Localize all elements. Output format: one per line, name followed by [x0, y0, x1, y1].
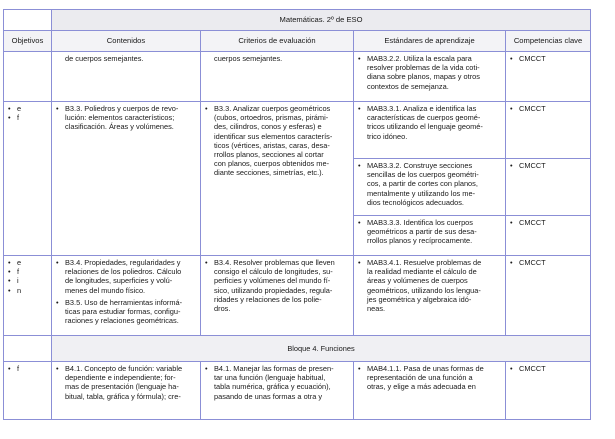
objective-item: • e — [7, 104, 48, 113]
text-line: • B3.3. Analizar cuerpos geométricos — [204, 104, 350, 113]
competencia-cell — [506, 102, 591, 159]
text-line: características de cuerpos geomé- — [367, 113, 481, 123]
text-line: ticas para estudiar formas, configu- — [65, 307, 181, 317]
text-line: ticos (vértices, aristas, caras, desa- — [214, 140, 330, 150]
objective-item: • n — [7, 286, 48, 295]
competencia-cell — [506, 256, 591, 336]
estandar-cell — [354, 216, 506, 256]
text-line: • MAB3.2.2. Utiliza la escala para — [357, 54, 502, 63]
text-line: de cuerpos semejantes. — [65, 54, 144, 63]
text-line: sico, utilizando propiedades, regula- — [214, 285, 333, 295]
objetivos-cell — [4, 256, 52, 336]
text-line: trico idóneo. — [367, 131, 408, 141]
criterios-cell — [201, 362, 354, 420]
text-line: • B3.4. Resolver problemas que lleven — [204, 258, 350, 267]
text-line: raciones y relaciones geométricas. — [65, 316, 179, 326]
objetivos-cell — [4, 52, 52, 102]
text-line: des, cilindros, conos y esferas) e — [214, 122, 322, 132]
text-line: mas de presentación (lenguaje ha- — [65, 382, 179, 392]
text-line: • MAB3.4.1. Resuelve problemas de — [357, 258, 502, 267]
text-line: tar una función (lenguaje habitual, — [214, 373, 326, 383]
table-row — [4, 52, 610, 102]
criterios-cell — [201, 256, 354, 336]
objective-item: • e — [7, 258, 48, 267]
text-line: • CMCCT — [509, 54, 587, 63]
text-line: de longitudes, superficies y volú- — [65, 276, 173, 286]
table-row — [4, 362, 610, 420]
text-line: bitual, tabla, gráfica y fórmula); cre- — [65, 391, 181, 401]
text-line: representación de una función a — [367, 373, 473, 383]
text-line: (cubos, ortoedros, prismas, pirámi- — [214, 113, 329, 123]
text-line: dros. — [214, 304, 231, 314]
table-row — [4, 102, 610, 159]
text-line: • MAB4.1.1. Pasa de unas formas de — [357, 364, 502, 373]
text-line: perficies y volúmenes del mundo fí- — [214, 276, 331, 286]
text-line: la realidad mediante el cálculo de — [367, 267, 477, 277]
text-line: cos, a partir de cortes con planos, — [367, 179, 478, 189]
text-line: • MAB3.3.3. Identifica los cuerpos — [357, 218, 502, 227]
estandar-cell — [354, 256, 506, 336]
contenidos-cell — [52, 52, 201, 102]
estandar-cell — [354, 362, 506, 420]
text-line: • B4.1. Manejar las formas de presen- — [204, 364, 350, 373]
text-line: • B3.5. Uso de herramientas informá- — [55, 298, 197, 307]
text-line: áreas y volúmenes de cuerpos — [367, 276, 468, 286]
text-line: relaciones de los poliedros. Cálculo — [65, 267, 182, 277]
text-line: tabla numérica, gráfica y ecuación), — [214, 382, 331, 392]
text-line: consigo el cálculo de longitudes, su- — [214, 267, 333, 277]
text-line: cuerpos semejantes. — [214, 54, 283, 63]
criterios-cell — [201, 102, 354, 256]
text-line: • MAB3.3.2. Construye secciones — [357, 161, 502, 170]
text-line: • B3.4. Propiedades, regularidades y — [55, 258, 197, 267]
competencia-cell — [506, 216, 591, 256]
col-header-competencias: Competencias clave — [506, 31, 591, 52]
text-line: neas. — [367, 304, 386, 314]
text-line: identificar sus elementos caracterís- — [214, 131, 333, 141]
text-line: rrollos planos, secciones al cortar — [214, 150, 324, 160]
text-line: • B4.1. Concepto de función: variable — [55, 364, 197, 373]
text-line: rrollos planos y recíprocamente. — [367, 236, 473, 246]
text-line: jes geométrica y algebraica idó- — [367, 294, 472, 304]
estandar-cell — [354, 159, 506, 216]
text-line: • CMCCT — [509, 104, 587, 113]
col-header-contenidos: Contenidos — [52, 31, 201, 52]
table-title: Matemáticas. 2º de ESO — [52, 10, 591, 31]
text-line: • MAB3.3.1. Analiza e identifica las — [357, 104, 502, 113]
contenidos-cell — [52, 102, 201, 256]
text-line: ridades y relaciones de los polie- — [214, 294, 322, 304]
text-line: tricos utilizando el lenguaje geomé- — [367, 122, 483, 132]
col-header-objetivos: Objetivos — [4, 31, 52, 52]
text-line: contextos de semejanza. — [367, 81, 449, 91]
criterios-cell — [201, 52, 354, 102]
objetivos-cell — [4, 102, 52, 256]
text-line: menes del mundo físico. — [65, 285, 146, 295]
col-header-estandares: Estándares de aprendizaje — [354, 31, 506, 52]
col-header-criterios: Criterios de evaluación — [201, 31, 354, 52]
contenidos-cell — [52, 362, 201, 420]
text-line: pasando de unas formas a otra y — [214, 391, 323, 401]
text-line: • CMCCT — [509, 364, 587, 373]
text-line: mentalmente y utilizando los me- — [367, 188, 476, 198]
objective-item: • f — [7, 364, 48, 373]
text-line: dependiente e independiente; for- — [65, 373, 176, 383]
table-row — [4, 256, 610, 336]
text-line: geométricos, utilizando los lengua- — [367, 285, 481, 295]
competencia-cell — [506, 52, 591, 102]
objective-item: • f — [7, 113, 48, 122]
text-line: diante secciones, simetrías, etc.). — [214, 168, 324, 178]
block-heading: Bloque 4. Funciones — [52, 336, 591, 362]
text-line: diana sobre planos, mapas y otros — [367, 72, 480, 82]
text-line: dios tecnológicos adecuados. — [367, 197, 464, 207]
text-line: • B3.3. Poliedros y cuerpos de revo- — [55, 104, 197, 113]
competencia-cell — [506, 159, 591, 216]
text-line: resolver problemas de la vida coti- — [367, 63, 480, 73]
text-line: • CMCCT — [509, 161, 587, 170]
competencia-cell — [506, 362, 591, 420]
objetivos-cell — [4, 362, 52, 420]
text-line: geométricos a partir de sus desa- — [367, 227, 477, 237]
objective-item: • i — [7, 276, 48, 285]
text-line: sencillas de los cuerpos geométri- — [367, 170, 479, 180]
contenidos-cell — [52, 256, 201, 336]
objective-item: • f — [7, 267, 48, 276]
text-line: otras, y elige a más adecuada en — [367, 382, 476, 392]
text-line: • CMCCT — [509, 218, 587, 227]
text-line: • CMCCT — [509, 258, 587, 267]
text-line: clasificación. Áreas y volúmenes. — [65, 122, 174, 132]
text-line: con planos, cuerpos obtenidos me- — [214, 159, 330, 169]
estandar-cell — [354, 52, 506, 102]
curriculum-table — [3, 9, 610, 420]
text-line: lución: elementos característicos; — [65, 113, 175, 123]
estandar-cell — [354, 102, 506, 159]
